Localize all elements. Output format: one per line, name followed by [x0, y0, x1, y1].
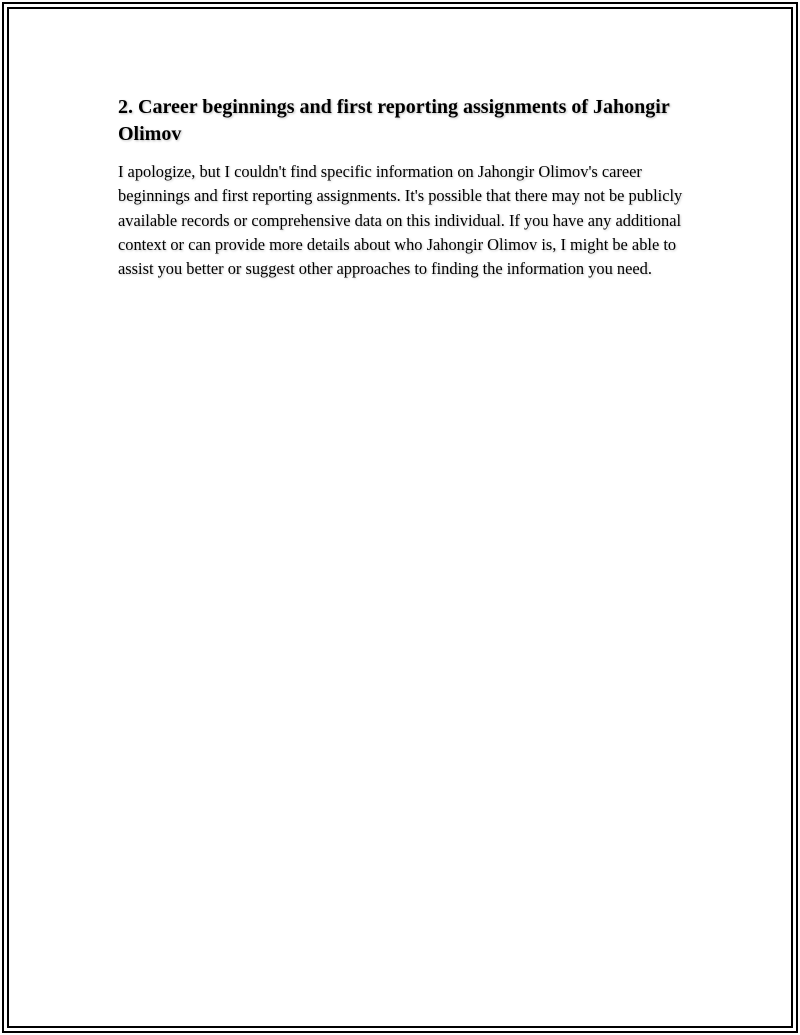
- page-content: [118, 94, 698, 281]
- section-body-paragraph: I apologize, but I couldn't find specific information on Jahongir Olimov's career beginnings and first reporting assignments. It's possible that there may not be publicly available records or comprehensive data on this individual. If you have any additional context or can provide more details about who Jahongir Olimov is, I might be able to assist you better or suggest other approaches to finding the information you need.: [118, 162, 683, 279]
- section-heading: 2. Career beginnings and first reporting assignments of Jahongir Olimov: [118, 96, 670, 145]
